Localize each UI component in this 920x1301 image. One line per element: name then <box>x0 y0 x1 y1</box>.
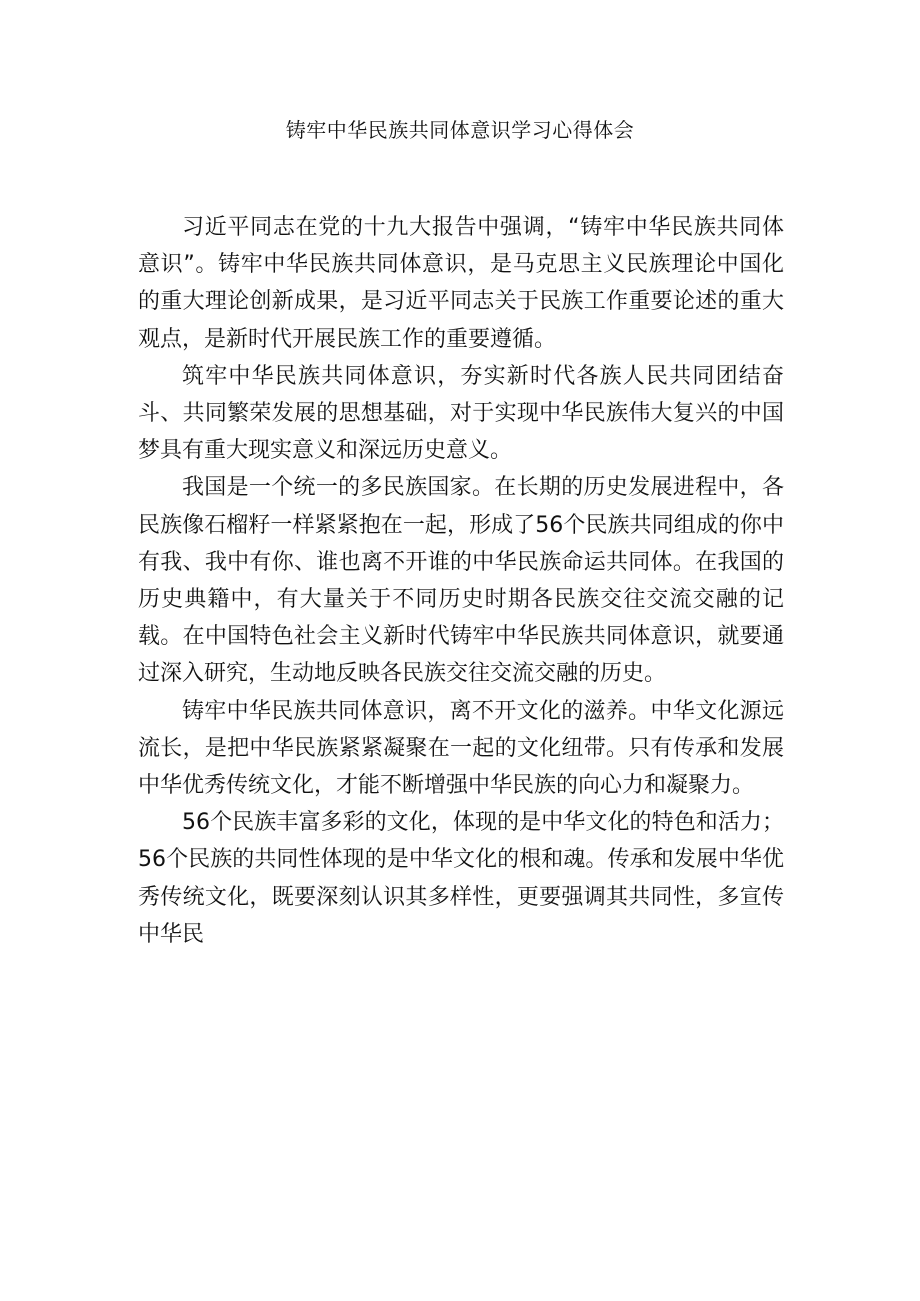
paragraph-4: 铸牢中华民族共同体意识，离不开文化的滋养。中华文化源远流长，是把中华民族紧紧凝聚在一起的文化纽带。只有传承和发展中华优秀传统文化，才能不断增强中华民族的向心力和凝聚力。 <box>138 698 784 799</box>
paragraph-5: 56个民族丰富多彩的文化，体现的是中华文化的特色和活力；56个民族的共同性体现的是中华文化的根和魂。传承和发展中华优秀传统文化，既要深刻认识其多样性，更要强调其共同性，多宣传中华民 <box>138 810 784 947</box>
paragraph-2: 筑牢中华民族共同体意识，夯实新时代各族人民共同团结奋斗、共同繁荣发展的思想基础，对于实现中华民族伟大复兴的中国梦具有重大现实意义和深远历史意义。 <box>138 363 784 464</box>
paragraph-1: 习近平同志在党的十九大报告中强调，“铸牢中华民族共同体意识”。铸牢中华民族共同体意识，是马克思主义民族理论中国化的重大理论创新成果，是习近平同志关于民族工作重要论述的重大观点，是新时代开展民族工作的重要遵循。 <box>138 215 784 352</box>
paragraph-3: 我国是一个统一的多民族国家。在长期的历史发展进程中，各民族像石榴籽一样紧紧抱在一起，形成了56个民族共同组成的你中有我、我中有你、谁也离不开谁的中华民族命运共同体。在我国的历史典籍中，有大量关于不同历史时期各民族交往交流交融的记载。在中国特色社会主义新时代铸牢中华民族共同体意识，就要通过深入研究，生动地反映各民族交往交流交融的历史。 <box>138 475 784 687</box>
document-title: 铸牢中华民族共同体意识学习心得体会 <box>285 118 635 142</box>
document-body <box>138 209 784 953</box>
